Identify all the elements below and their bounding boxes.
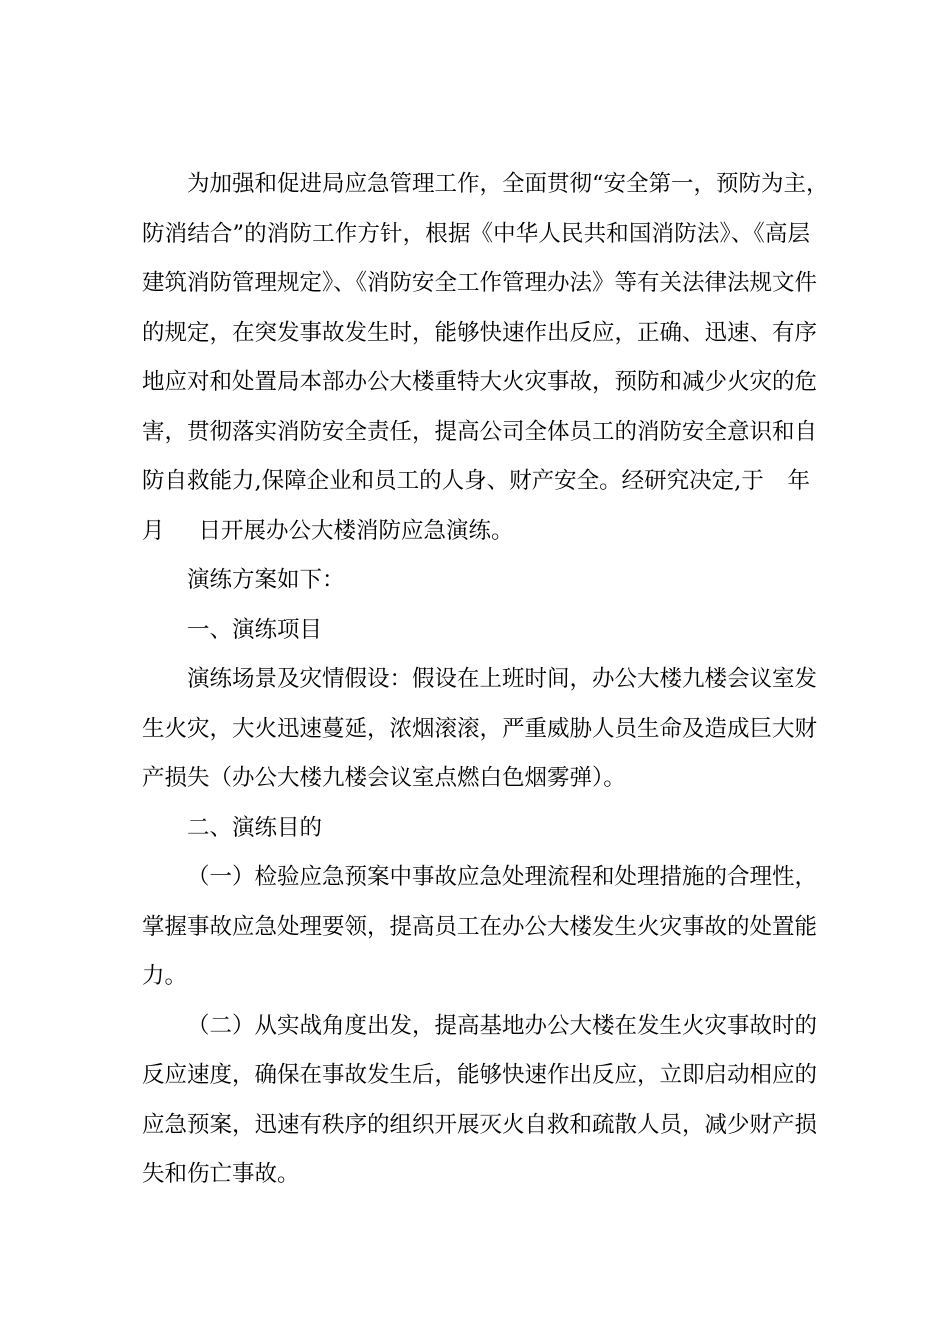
para1-line-2: 防消结合”的消防工作方针，根据《中华人民共和国消防法》、《高层 [142, 220, 810, 247]
para1-line-8 [142, 507, 810, 557]
para1-year-label: 年 [787, 468, 810, 494]
section1-line-1: 演练场景及灾情假设：假设在上班时间，办公大楼九楼会议室发 [187, 666, 818, 692]
para1-month-label: 月 [142, 517, 165, 544]
item1-line-2: 掌握事故应急处理要领，提高员工在办公大楼发生火灾事故的处置能 [142, 913, 818, 940]
item1-line-3: 力。 [142, 963, 188, 989]
para1-line-5: 地应对和处置局本部办公大楼重特大火灾事故，预防和减少火灾的危 [142, 369, 818, 395]
para1-line-7 [142, 457, 810, 507]
item1-line-1: （一）检验应急预案中事故应急处理流程和处理措施的合理性， [187, 864, 818, 890]
section1-title: 一、演练项目 [187, 616, 323, 643]
item2-line-4: 失和伤亡事故。 [142, 1161, 300, 1187]
para1-line-6: 害，贯彻落实消防安全责任，提高公司全体员工的消防安全意识和自 [142, 418, 818, 445]
item2-line-3: 应急预案，迅速有秩序的组织开展灭火自救和疏散人员，减少财产损 [142, 1111, 818, 1138]
section2-title: 二、演练目的 [187, 814, 323, 841]
section1-line-3: 产损失（办公大楼九楼会议室点燃白色烟雾弹）。 [142, 765, 626, 791]
section1-line-2: 生火灾，大火迅速蔓延，浓烟滚滚，严重威胁人员生命及造成巨大财 [142, 715, 818, 742]
para1-line-4: 的规定，在突发事故发生时，能够快速作出反应，正确、迅速、有序 [142, 319, 818, 346]
para1-line-8-text: 日开展办公大楼消防应急演练。 [198, 517, 514, 544]
para1-line-7-text: 防自救能力,保障企业和员工的人身、财产安全。经研究决定,于 [142, 468, 764, 494]
item2-line-1: （二）从实战角度出发，提高基地办公大楼在发生火灾事故时的 [187, 1012, 818, 1039]
para1-line-3: 建筑消防管理规定》、《消防安全工作管理办法》等有关法律法规文件 [142, 270, 818, 296]
item2-line-2: 反应速度，确保在事故发生后，能够快速作出反应，立即启动相应的 [142, 1062, 818, 1088]
intro-line: 演练方案如下： [187, 567, 345, 593]
document-page [142, 160, 829, 1200]
para1-line-1: 为加强和促进局应急管理工作，全面贯彻“安全第一，预防为主， [187, 171, 829, 197]
